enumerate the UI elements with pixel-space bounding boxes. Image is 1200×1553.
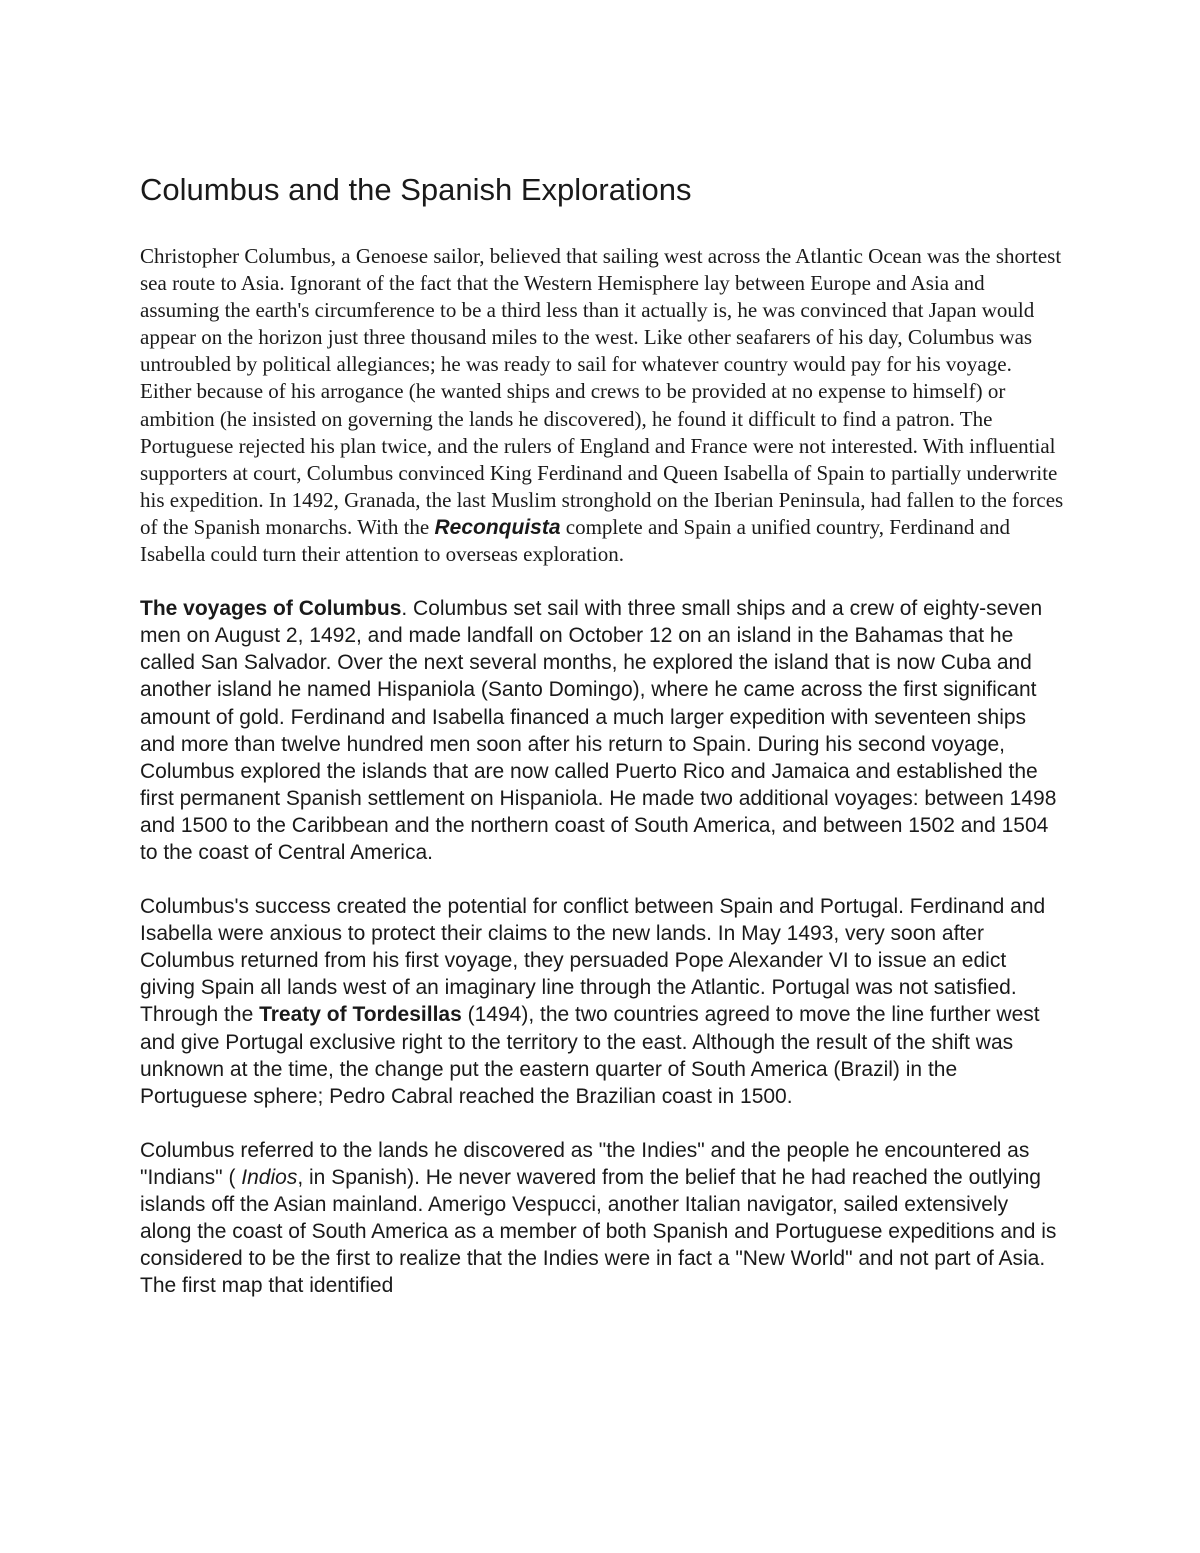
term-treaty-of-tordesillas: Treaty of Tordesillas <box>259 1003 462 1027</box>
paragraph-intro <box>140 243 1065 568</box>
paragraph-indies-text: Columbus referred to the lands he discovered as "the Indies" and the people he encountered as "Indians" ( <box>140 1138 1030 1189</box>
paragraph-indies-text-end: , in Spanish). He never wavered from the belief that he had reached the outlying islands off the Asian mainland. Amerigo Vespucci, another Italian navigator, sailed extensively along the coast of South America as a member of both Spanish and Portuguese expeditions and is considered to be the first to realize that the Indies were in fact a "New World" and not part of Asia. The first map that identified <box>140 1165 1057 1298</box>
paragraph-voyages-text: . Columbus set sail with three small ships and a crew of eighty-seven men on August 2, 1492, and made landfall on October 12 on an island in the Bahamas that he called San Salvador. Over the next several months, he explored the island that is now Cuba and another island he named Hispaniola (Santo Domingo), where he came across the first significant amount of gold. Ferdinand and Isabella financed a much larger expedition with seventeen ships and more than twelve hundred men soon after his return to Spain. During his second voyage, Columbus explored the islands that are now called Puerto Rico and Jamaica and established the first permanent Spanish settlement on Hispaniola. He made two additional voyages: between 1498 and 1500 to the Caribbean and the northern coast of South America, and between 1502 and 1504 to the coast of Central America. <box>140 597 1057 864</box>
paragraph-intro-text: Christopher Columbus, a Genoese sailor, believed that sailing west across the Atlantic Ocean was the shortest sea route to Asia. Ignorant of the fact that the Western Hemisphere lay between Europe and Asia and assuming the earth's circumference to be a third less than it actually is, he was convinced that Japan would appear on the horizon just three thousand miles to the west. Like other seafarers of his day, Columbus was untroubled by political allegiances; he was ready to sail for whatever country would pay for his voyage. Either because of his arrogance (he wanted ships and crews to be provided at no expense to himself) or ambition (he insisted on governing the lands he discovered), he found it difficult to find a patron. The Portuguese rejected his plan twice, and the rulers of England and France were not interested. With influential supporters at court, Columbus convinced King Ferdinand and Queen Isabella of Spain to partially underwrite his expedition. In 1492, Granada, the last Muslim stronghold on the Iberian Peninsula, had fallen to the forces of the Spanish monarchs. With the <box>140 244 1064 539</box>
term-reconquista: Reconquista <box>434 515 561 539</box>
term-indios: Indios <box>241 1165 298 1189</box>
paragraph-voyages <box>140 595 1065 866</box>
paragraph-intro-text-end: complete and Spain a unified country, Ferdinand and Isabella could turn their attention to overseas exploration. <box>140 514 1010 567</box>
paragraph-treaty-text: Columbus's success created the potential for conflict between Spain and Portugal. Ferdinand and Isabella were anxious to protect their claims to the new lands. In May 1493, very soon after Columbus returned from his first voyage, they persuaded Pope Alexander VI to issue an edict giving Spain all lands west of an imaginary line through the Atlantic. Portugal was not satisfied. Through the <box>140 895 1046 1027</box>
page-title: Columbus and the Spanish Explorations <box>140 172 692 207</box>
paragraph-treaty-text-end: (1494), the two countries agreed to move the line further west and give Portugal exclusive right to the territory to the east. Although the result of the shift was unknown at the time, the change put the eastern quarter of South America (Brazil) in the Portuguese sphere; Pedro Cabral reached the Brazilian coast in 1500. <box>140 1003 1040 1108</box>
paragraph-indies <box>140 1137 1065 1300</box>
section-heading-voyages: The voyages of Columbus <box>140 597 402 621</box>
paragraph-treaty <box>140 893 1065 1110</box>
document-page <box>140 168 1065 1326</box>
